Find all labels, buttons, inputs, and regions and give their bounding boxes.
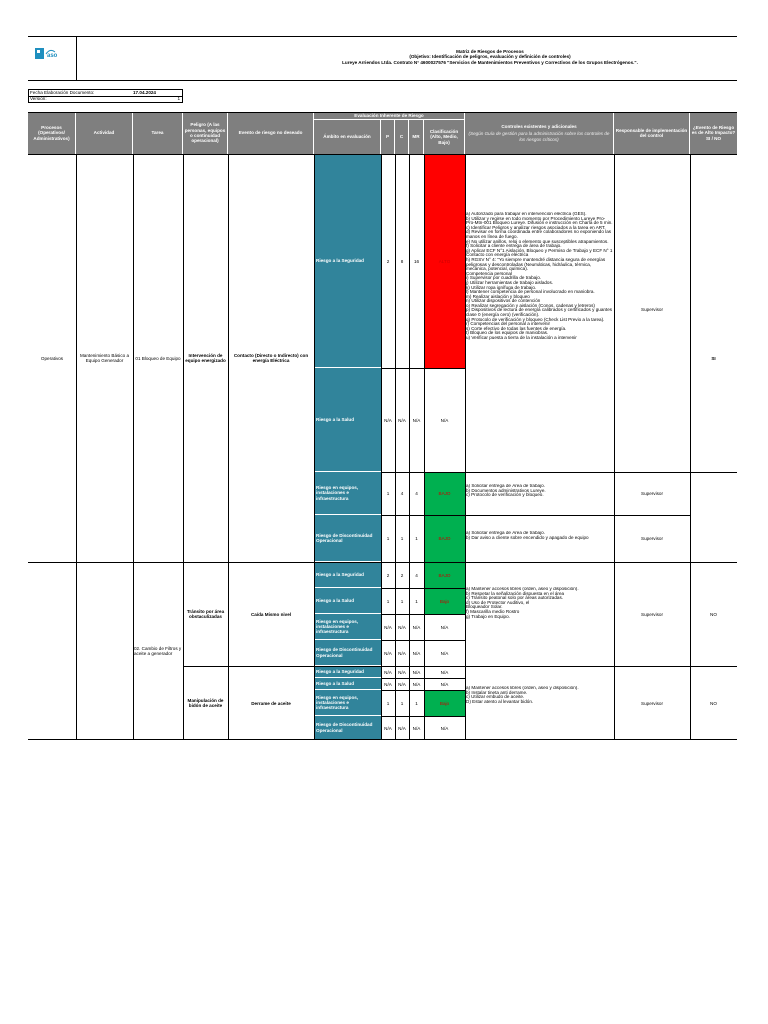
block2-sub2-row2-c: N/A xyxy=(398,681,406,687)
block2-sub1-row2-p: 1 xyxy=(386,598,390,604)
block2-sub2-row3-p: 1 xyxy=(386,700,390,706)
block1-row3-ambito: Riesgo en equipos, instalaciones e infraestructura xyxy=(314,472,381,515)
block2-sub1-row1-p: 2 xyxy=(386,572,390,578)
block2-sub1-row2-ambito: Riesgo a la Salud xyxy=(314,588,381,614)
block1-controls-main: a) Autorizado para trabajar en intervención eléctrica (GES). b) Utilizar y regirse en todo momento por Procedimiento Lureye Pro-Pro-Mtn-001 Bloqueo Lureye. Difusión e instrucción en Charla de 5 min. c) Identificar Peligros y analizar riesgos asociados a la tarea en ART. d) Revisar en forma coordinada entre colaboradores no exponiendo las manos en línea de fuego. e) No utilizar anillos, reloj o elemento que susceptibles atrapamientos. f) Solicitar a cliente entrega de área de trabajo. g) Aplicar ECF N°1 Aislación, Bloqueo y Permiso de Trabajo y ECF N° 1 Contacto con energía eléctrica h) RGSV N° 4: "Yo siempre mantendré distancia segura de energías peligrosas y descontroladas (Neumáticas, hidráulica, térmica, mecánica, potencial, química). Competencia personal i) Supervisor por cuadrilla de trabajo. j) Utilizar herramientas de trabajo aislados. k) Utilizar ropa ignífuga de trabajo. l) Mantener competencia de personal involucrado en maniobra. m) Realizar aislación y bloqueo n) Utilizar dispositivos de contención o) Realizar segregación y aislación (Conos, cadenas y letreros) p) Dispositivos de lectura de energía calibrados y certificados y guantes clase 0 (energía cero) (verificación). q) Protocolo de verificación y bloqueo (Check List Previo a la tarea). r) Competencias del personal a intervenir s) Corte efectivo de todas las fuentes de energía. t) Bloqueo de los equipos de maniobras. u) Verificar puesta a tierra de la instalación a intervenir xyxy=(466,212,613,341)
block1-row2-p: N/A xyxy=(384,417,392,423)
block2-sub2-row2-clasificacion: N/A xyxy=(440,681,449,687)
block2-sub2-row1-ambito: Riesgo a la Seguridad xyxy=(314,666,381,678)
block1-row4-p: 1 xyxy=(386,536,390,541)
logo-text: aso xyxy=(47,53,58,59)
block1-row3-mr: 4 xyxy=(415,491,418,496)
col-line-6 xyxy=(381,154,382,740)
block2-sub1-row4-c: N/A xyxy=(398,650,406,656)
block2-sub1-row4-ambito: Riesgo de Discontinuidad Operacional xyxy=(314,640,381,666)
block2-sub2-row3-ambito: Riesgo en equipos, instalaciones e infraestructura xyxy=(314,690,381,716)
col-line-9 xyxy=(424,154,425,740)
block1-peligro: Intervención de equipo energizado xyxy=(185,353,226,363)
block2-sub2-row4-c: N/A xyxy=(398,725,406,731)
block2-sub1-r3 xyxy=(381,614,465,615)
block2-sub1-r2 xyxy=(381,588,465,589)
block2-sub1-row2-mr: 1 xyxy=(415,598,418,604)
block2-sub2-row4-p: N/A xyxy=(384,725,392,731)
col-line-4 xyxy=(228,154,229,740)
block1-row4-responsable: Supervisor xyxy=(641,536,663,541)
block1-top-border xyxy=(28,154,737,155)
col-line-2 xyxy=(133,154,134,740)
block1-row2-ambito: Riesgo a la Salud xyxy=(314,368,381,472)
block1-row3-clasificacion: BAJO xyxy=(424,472,465,515)
block2-sub2-controls: a) Mantener accesos libres (orden, aseo y disposición). b) Instalar tineta anti derrame. c) Utilizar embudo de aceite. D) Estar atento al levantar bidón. xyxy=(466,686,579,704)
block1-row1-responsable: Supervisor xyxy=(641,306,663,312)
block2-sub2-row3-c: 1 xyxy=(400,700,404,706)
block2-sub1-row3-c: N/A xyxy=(398,624,406,630)
block2-sub1-evento: Caída Mismo nivel xyxy=(250,611,292,617)
block1-row1-p: 2 xyxy=(386,258,390,264)
block1-alto-impacto: SI xyxy=(711,355,716,361)
block1-actividad: Mantenimiento Básico a Equipo Generador xyxy=(79,353,130,363)
col-controles-header xyxy=(465,112,614,154)
block2-sub2-r4 xyxy=(381,716,465,717)
block2-tarea: 02. Cambio de Filtros y aceite a generador xyxy=(134,646,182,656)
block2-sub1-row3-p: N/A xyxy=(384,624,392,630)
block2-sub2-row1-mr: N/A xyxy=(412,669,421,675)
block2-sub1-row2-c: 1 xyxy=(400,598,404,604)
block1-row3-responsable: Supervisor xyxy=(641,491,663,496)
title-line-1: Matriz de Riesgos de Procesos xyxy=(456,49,524,54)
block1-row4-divider xyxy=(381,515,690,516)
col-peligro-header: Peligro (A las personas, equipos o continuidad operacional) xyxy=(183,112,228,154)
block2-sub2-row2-p: N/A xyxy=(384,681,392,687)
block2-sub1-row1-clasificacion: BAJO xyxy=(424,562,465,588)
block2-sub1-row4-mr: N/A xyxy=(412,650,421,656)
block2-sub1-row1-mr: 4 xyxy=(415,572,418,578)
block2-sub2-row3-mr: 1 xyxy=(415,700,418,706)
block1-row1-c: 8 xyxy=(400,258,404,264)
block1-row2-clasificacion: N/A xyxy=(440,417,449,423)
block2-sub1-row2-clasificacion: Bajo xyxy=(424,588,465,614)
block1-row4-mr: 1 xyxy=(415,536,418,541)
fecha-label: Fecha Elaboración Documento: xyxy=(30,90,95,95)
block1-row1-ambito: Riesgo a la Seguridad xyxy=(314,154,381,368)
block2-sub1-row4-clasificacion: N/A xyxy=(440,650,449,656)
title-line-3: Lureye Arriendos Ltda. Contrato N° 4600027576 "Servicios de Mantenimientos Preventivos y Correctivos de los Grupos Electrógenos.". xyxy=(342,59,638,65)
block2-sub2-responsable: Supervisor xyxy=(641,700,663,706)
block2-sub-divider xyxy=(183,666,737,667)
block1-row4-ambito: Riesgo de Discontinuidad Operacional xyxy=(314,515,381,562)
fecha-value: 17.04.2024 xyxy=(133,90,156,95)
version-value: 1 xyxy=(177,96,180,101)
block2-sub1-row1-c: 2 xyxy=(400,572,404,578)
version-label: Versión: xyxy=(30,96,47,101)
col-evaluacion-header: Evaluación Inherente de Riesgo xyxy=(314,112,465,120)
controles-subtitle: (Según Guía de gestión para la administración sobre los controles de los riesgos críticos) xyxy=(468,131,610,142)
block2-sub2-row3-clasificacion: Bajo xyxy=(424,690,465,716)
block1-row4-c: 1 xyxy=(400,536,404,541)
document-title xyxy=(250,49,730,65)
block1-proceso: Operativos xyxy=(40,355,64,361)
col-line-3 xyxy=(183,154,184,740)
block2-sub2-row4-clasificacion: N/A xyxy=(440,725,449,731)
block2-sub1-row3-ambito: Riesgo en equipos, instalaciones e infraestructura xyxy=(314,614,381,640)
block2-sub2-row4-ambito: Riesgo de Discontinuidad Operacional xyxy=(314,716,381,740)
col-actividad-header: Actividad xyxy=(76,112,133,154)
block1-controls-discontinuidad: a) Solicitar entrega de Área de trabajo. b) Dar aviso a cliente sobre encendido y apagado de equipo xyxy=(466,531,589,540)
block1-row2-c: N/A xyxy=(398,417,406,423)
col-alto-impacto-header: ¿Evento de Riesgo es de Alto Impacto? SI / NO xyxy=(690,112,737,154)
col-p-header: P xyxy=(381,120,395,154)
col-mr-header: MR xyxy=(409,120,424,154)
block2-sub2-r3 xyxy=(381,690,465,691)
col-ambito-header: Ámbito en evaluación xyxy=(314,120,381,154)
col-line-8 xyxy=(409,154,410,740)
block1-row1-mr: 16 xyxy=(413,258,420,264)
block2-sub1-responsable: Supervisor xyxy=(641,611,663,617)
block2-sub2-alto-impacto: NO xyxy=(710,700,717,706)
block2-sub1-row1-ambito: Riesgo a la Seguridad xyxy=(314,562,381,588)
block2-sub1-controls: a) Mantener accesos libres (orden, aseo y disposición). b) Respetar la señalización dispuesta en el área c) Tránsito peatonal solo por áreas autorizadas. d) Uso de Protector Auditivo, el Bloqueador Solar. f) Mascarilla medio Rostro g) Trabajo en Equipo. xyxy=(466,587,579,619)
col-c-header: C xyxy=(395,120,409,154)
risk-matrix-table xyxy=(28,112,737,740)
table-bottom-border xyxy=(28,739,737,740)
block1-row3-divider xyxy=(381,472,737,473)
col-clasificacion-header: Clasificación (Alto, Medio, Bajo) xyxy=(424,120,465,154)
block2-sub2-row1-c: N/A xyxy=(398,669,406,675)
table-top-border xyxy=(28,112,737,113)
header-logo-divider xyxy=(76,36,77,81)
block1-evento: Contacto (Directo o Indirecto) con energía Eléctrica xyxy=(233,353,309,363)
col-tarea-header: Tarea xyxy=(133,112,183,154)
block2-sub1-peligro: Tránsito por área obstaculizadas xyxy=(186,609,225,619)
col-line-7 xyxy=(395,154,396,740)
col-line-11 xyxy=(614,154,615,740)
company-logo xyxy=(34,44,60,66)
block2-sub1-row3-mr: N/A xyxy=(412,624,421,630)
col-responsable-header: Responsable de implementación del control xyxy=(614,112,690,154)
block1-row3-p: 1 xyxy=(386,491,390,496)
meta-box xyxy=(28,89,183,103)
block1-controls-equipos: a) Solicitar entrega de Área de trabajo. b) Documentos administrativos Lureye. c) Protocolo de verificación y bloqueo. xyxy=(466,484,546,498)
block2-sub2-row4-mr: N/A xyxy=(412,725,421,731)
block2-sub2-row1-p: N/A xyxy=(384,669,392,675)
block2-sub2-peligro: Manipulación de bidón de aceite xyxy=(187,698,224,708)
block2-sub2-row2-mr: N/A xyxy=(412,681,421,687)
col-line-10 xyxy=(465,154,466,740)
block2-sub2-evento: Derrame de aceite xyxy=(251,700,291,706)
block1-row1-clasificacion: ALTO xyxy=(424,154,465,368)
block2-sub1-row4-p: N/A xyxy=(384,650,392,656)
block2-sub1-row3-clasificacion: N/A xyxy=(440,624,449,630)
block2-sub2-row1-clasificacion: N/A xyxy=(440,669,449,675)
controles-title: Controles existentes y adicionales xyxy=(501,123,577,129)
block2-sub1-r4 xyxy=(381,640,465,641)
block2-sub2-r2 xyxy=(381,678,465,679)
block1-tarea: 01 Bloqueo de Equipo xyxy=(135,355,181,361)
block1-row3-c: 4 xyxy=(400,491,404,496)
col-line-1 xyxy=(76,154,77,740)
col-proceso-header: Procesos (Operativos/ Administrativos) xyxy=(28,112,76,154)
block2-sub1-alto-impacto: NO xyxy=(710,611,717,617)
title-line-2: (Objetivo: Identificación de peligros, evaluación y definición de controles) xyxy=(409,54,571,60)
col-line-12 xyxy=(690,154,691,740)
block1-row4-clasificacion: BAJO xyxy=(424,515,465,562)
block1-row2-mr: N/A xyxy=(412,417,421,423)
block2-sub2-row2-ambito: Riesgo a la Salud xyxy=(314,678,381,690)
col-line-5 xyxy=(314,154,315,740)
block1-row2-divider xyxy=(381,368,465,369)
col-evento-header: Evento de riesgo no deseado xyxy=(228,112,314,154)
block2-top-border xyxy=(28,562,737,563)
